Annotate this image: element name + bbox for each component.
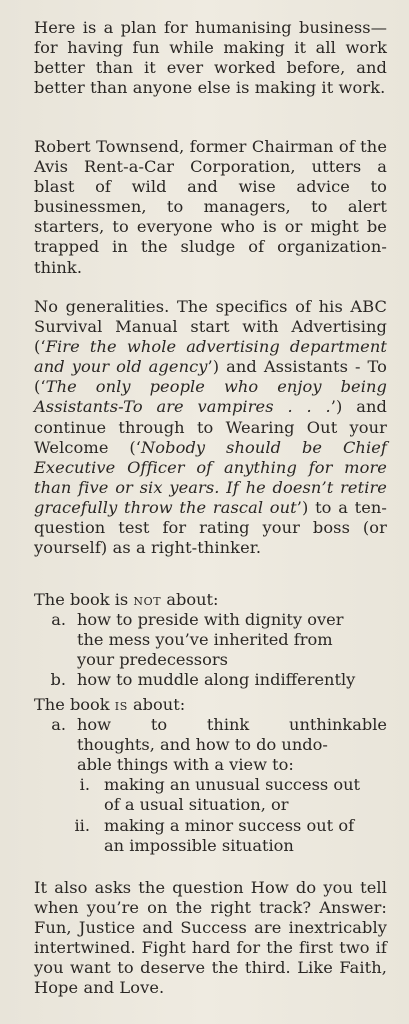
list-item: a. how to think unthinkable thoughts, and how to do undo- able things with a view to:	[51, 715, 387, 775]
advertising-quote: Fire the whole advertising department and your old agency	[34, 337, 387, 377]
assistants-quote: The only people who enjoy being Assistants-To are vampires . . .	[34, 377, 387, 417]
specifics-text-1: No generalities. The specifics of his ABC Survival Manual start with Advertising (‘	[34, 297, 387, 357]
specifics-text-4: ’) to a ten-question test for rating your boss (or yourself) as a right-thinker.	[34, 497, 388, 558]
not-about-heading: The book is not about:	[34, 590, 219, 609]
is-about-list	[34, 695, 387, 856]
list-item: ii. making a minor success out of an impossible situation	[74, 815, 355, 855]
is-keyword: is	[114, 695, 128, 714]
is-about-heading: The book is about:	[34, 695, 186, 714]
author-paragraph: Robert Townsend, former Chairman of the Avis Rent-a-Car Corporation, utters a blast of wild and wise advice to businessmen, to managers, to alert starters, to everyone who is or might be trapped in the sludge of organization-think.	[34, 137, 387, 277]
intro-paragraph: Here is a plan for humanising business—for having fun while making it all work better than it ever worked before, and better than anyone else is making it work.	[34, 18, 387, 98]
welcome-quote: Nobody should be Chief Executive Officer of anything for more than five or six years. If he doesn’t retire gracefully throw the rascal out	[34, 437, 388, 517]
specifics-text-2: ’) and Assistants - To (‘	[34, 357, 387, 397]
justified-line: how to think unthinkable	[77, 715, 387, 735]
list-item: i. making an unusual success out of a usual situation, or	[79, 775, 361, 815]
specifics-paragraph	[34, 297, 387, 558]
list-item: b. how to muddle along indifferently	[50, 670, 356, 690]
not-about-list	[34, 590, 387, 690]
not-keyword: not	[133, 590, 162, 609]
list-item: a. how to preside with dignity over the mess you’ve inherited from your predecessors	[51, 610, 344, 670]
closing-paragraph: It also asks the question How do you tell when you’re on the right track? Answer: Fun, Justice and Success are inextricably intertwined. Fight hard for the first two if you want to deserve the third. Like Faith, Hope and Love.	[34, 878, 387, 998]
specifics-text-3: ’) and continue through to Wearing Out your Welcome (‘	[34, 397, 387, 457]
